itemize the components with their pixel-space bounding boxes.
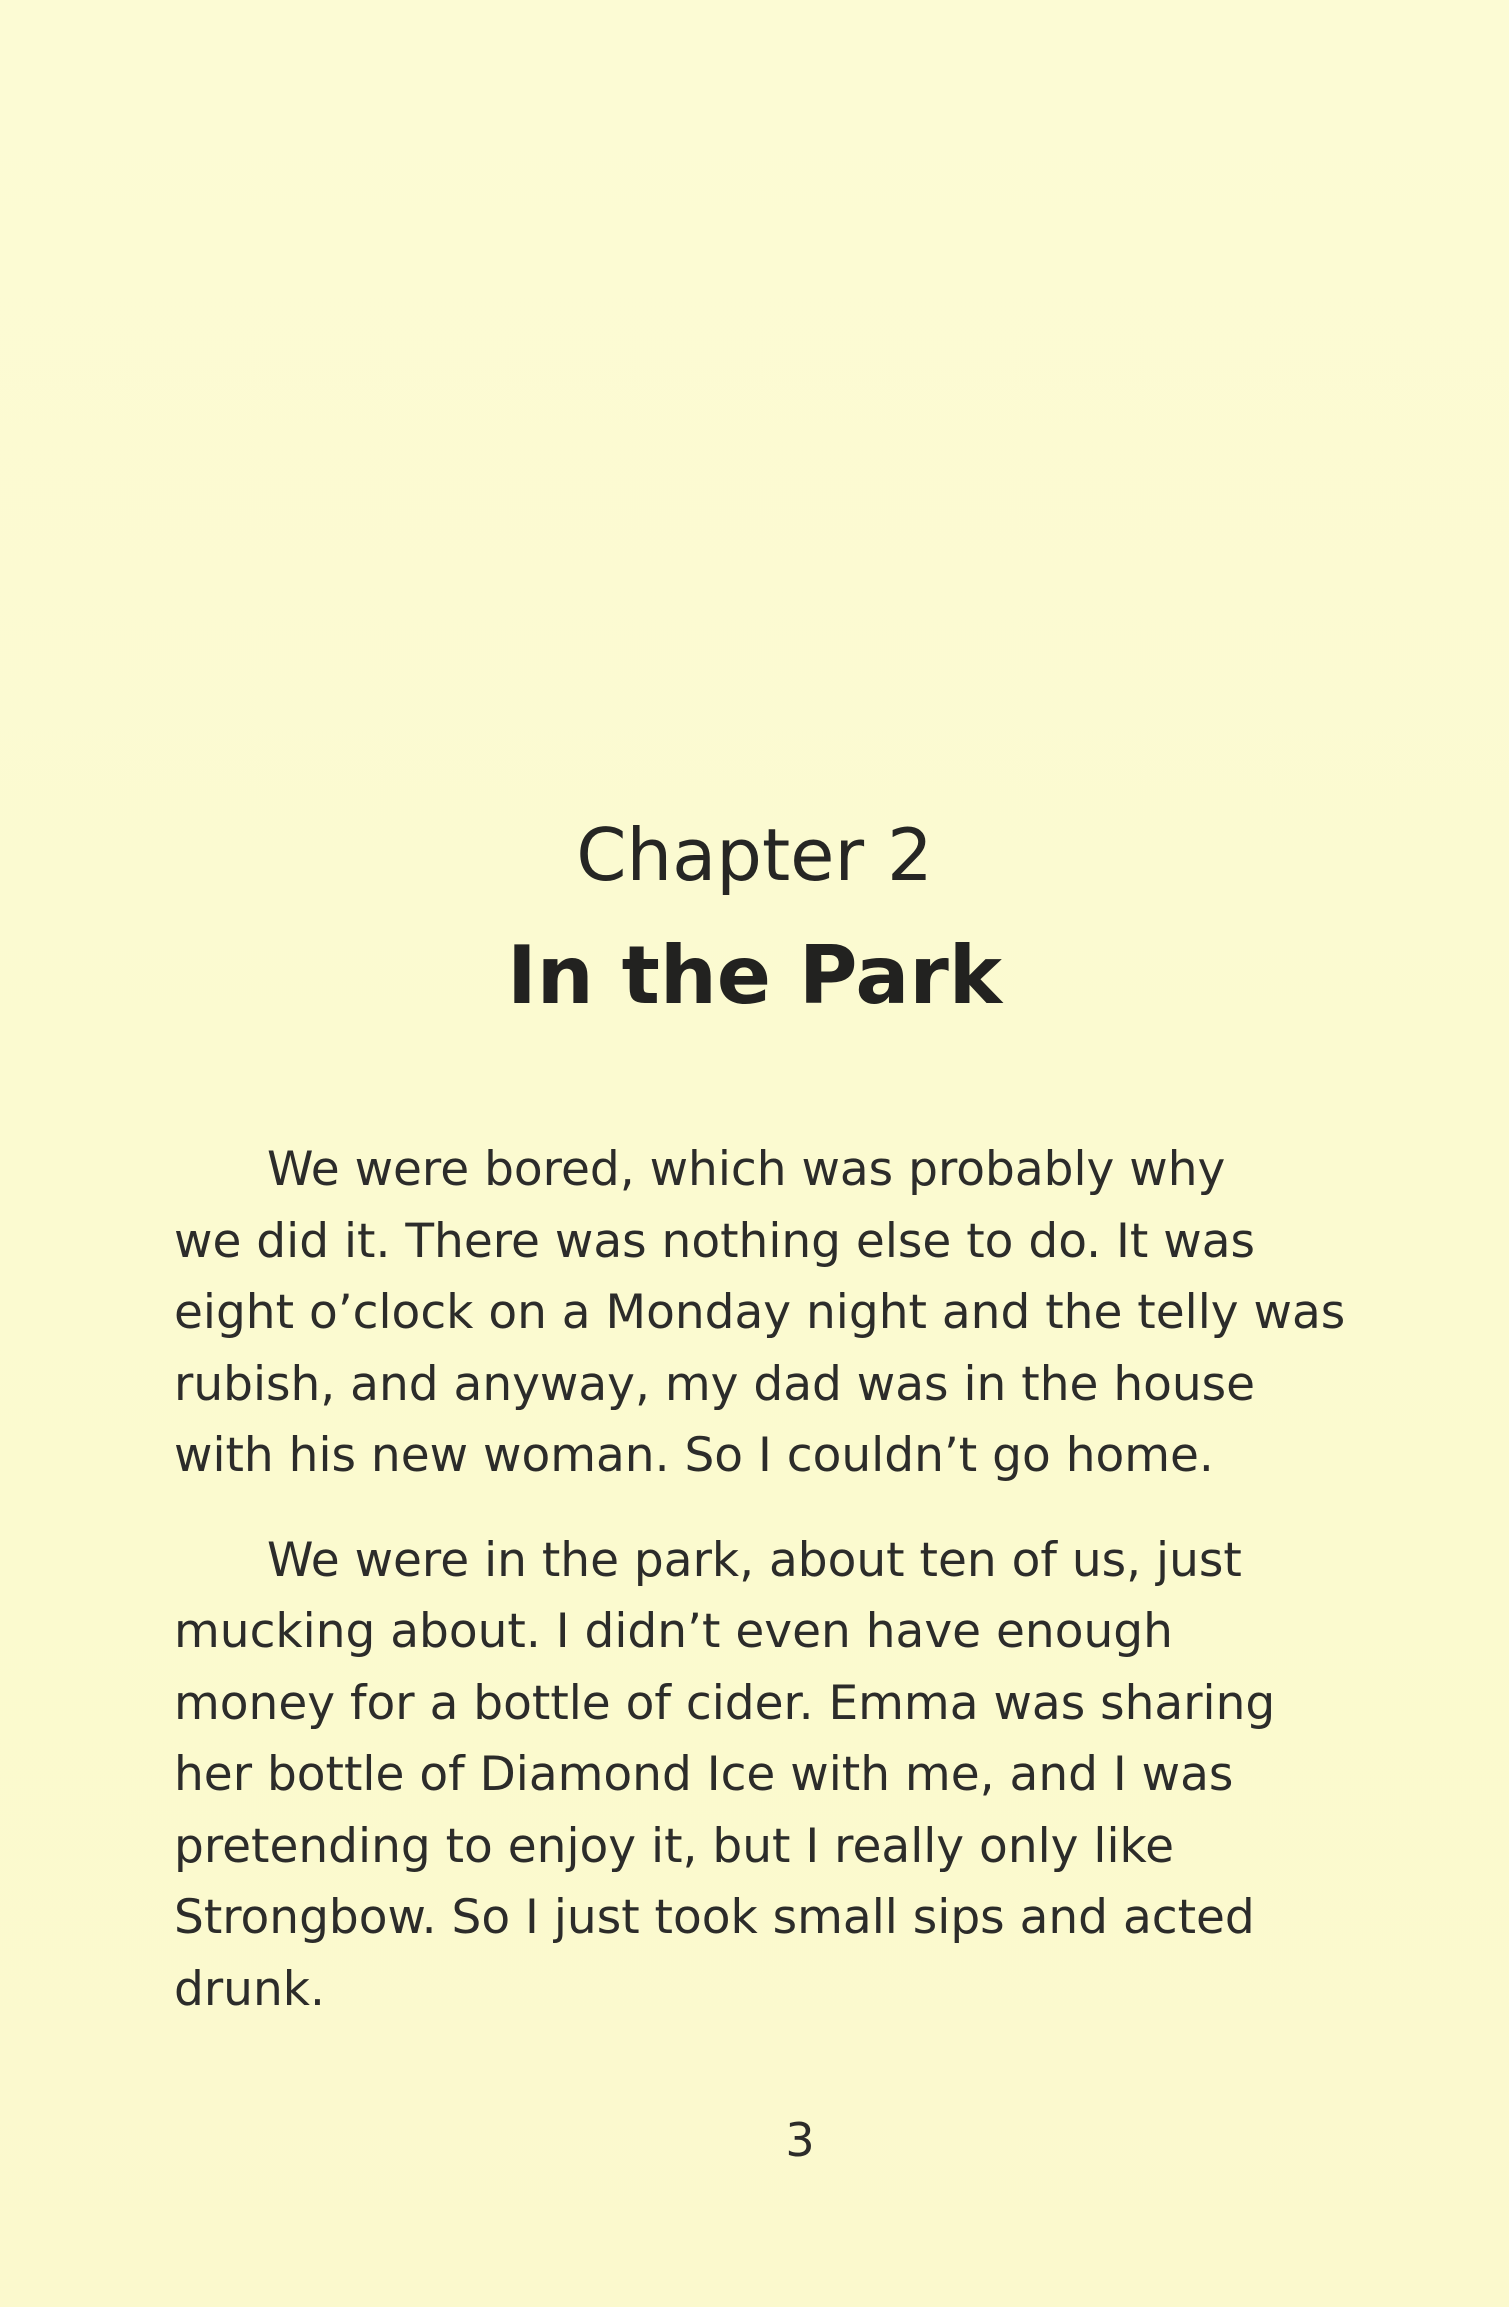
chapter-heading [0,800,1509,1036]
paragraph: We were in the park, about ten of us, just mucking about. I didn’t even have enough money for a bottle of cider. Emma was sharing her bottle of Diamond Ice with me, and I was pretending to enjoy it, but I really only like Strongbow. So I just took small sips and acted drunk. [174,1532,1276,2017]
page-number: 3 [785,2113,815,2167]
chapter-title: In the Park [507,929,1002,1022]
paragraph: We were bored, which was probably why we did it. There was nothing else to do. It was eight o’clock on a Monday night and the telly was rubish, and anyway, my dad was in the house with his new woman. So I couldn’t go home. [174,1142,1346,1483]
chapter-body [174,1134,1434,2025]
chapter-number: Chapter 2 [576,813,933,897]
